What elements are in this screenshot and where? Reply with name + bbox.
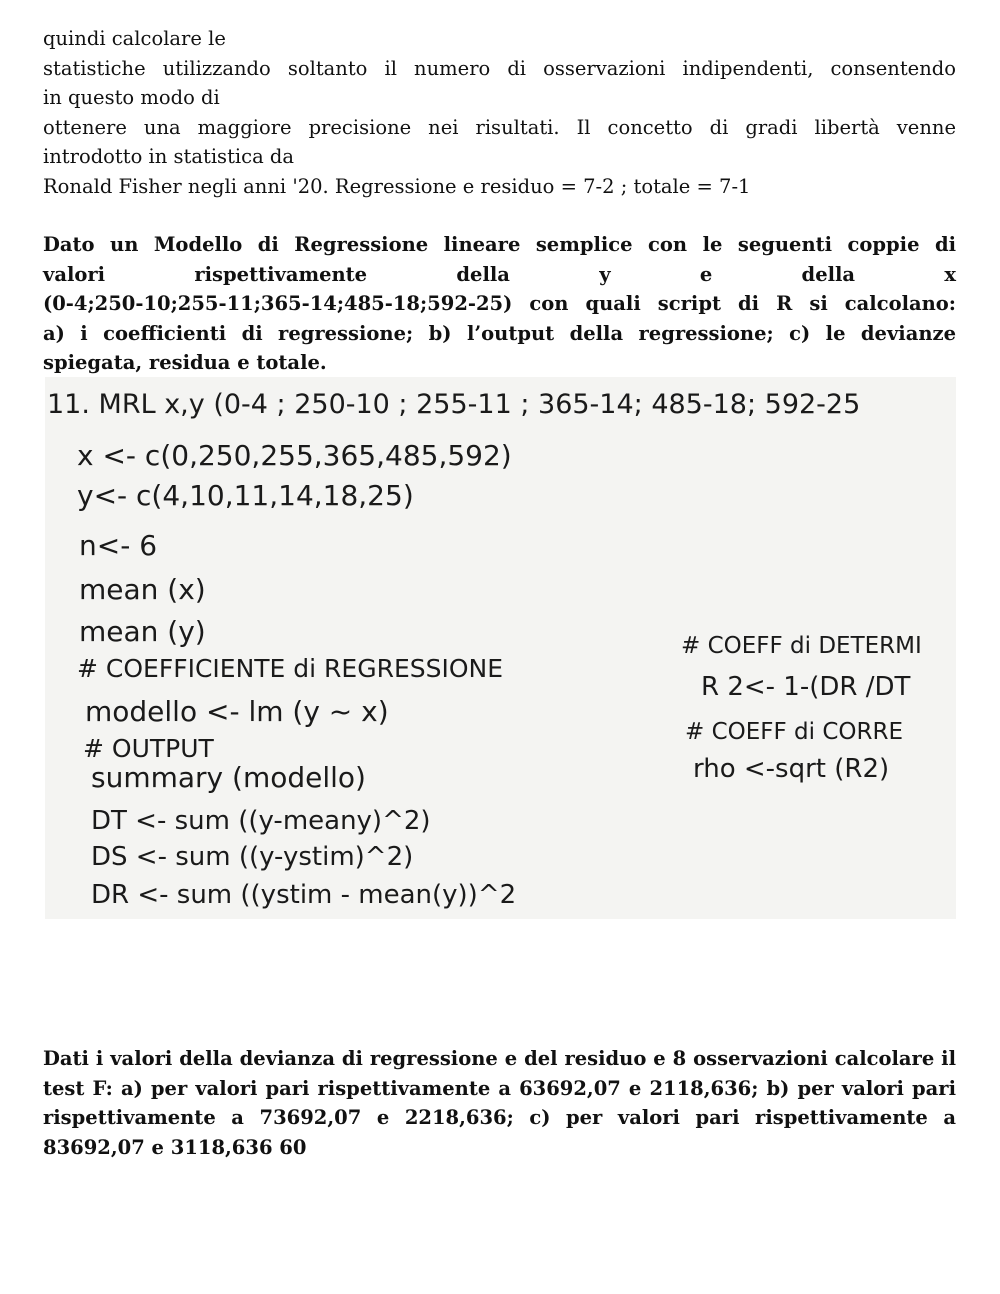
question-1-line: spiegata, residua e totale. xyxy=(43,351,327,374)
handwritten-code-line: # OUTPUT xyxy=(83,734,214,763)
intro-line: ottenere una maggiore precisione nei risultati. Il concetto di gradi libertà venne xyxy=(43,115,956,139)
handwritten-code-line: DR <- sum ((ystim - mean(y))^2 xyxy=(91,880,517,910)
intro-paragraph xyxy=(43,24,956,201)
intro-line: in questo modo di xyxy=(43,86,220,109)
handwritten-code-line: DT <- sum ((y-meany)^2) xyxy=(91,806,431,836)
question-2: Dati i valori della devianza di regressione e del residuo e 8 osservazioni calcolare il test F: a) per valori pari rispettivamente a 63692,07 e 2118,636; b) per valori pari rispettivamente a 73692,07 e 2218,636; c) per valori pari rispettivamente a 83692,07 e 3118,636 60 xyxy=(43,1047,956,1159)
handwritten-code-line: mean (y) xyxy=(79,615,206,648)
handwritten-code-line: rho <-sqrt (R2) xyxy=(693,754,890,784)
handwritten-code-line: x <- c(0,250,255,365,485,592) xyxy=(77,439,512,472)
handwritten-code-line: R 2<- 1-(DR /DT xyxy=(701,672,911,702)
handwritten-code-line: DS <- sum ((y-ystim)^2) xyxy=(91,842,414,872)
handwritten-code-line: # COEFF di DETERMI xyxy=(681,633,922,659)
handwritten-code-line: n<- 6 xyxy=(79,529,158,562)
handwritten-code-line: summary (modello) xyxy=(91,761,366,794)
intro-line: introdotto in statistica da xyxy=(43,145,294,168)
question-1-line: a) i coefficienti di regressione; b) l’output della regressione; c) le devianze xyxy=(43,321,956,345)
question-1-line: valori rispettivamente della y e della x xyxy=(43,262,956,286)
question-1-line: Dato un Modello di Regressione lineare semplice con le seguenti coppie di xyxy=(43,233,956,256)
intro-line: quindi calcolare le xyxy=(43,27,226,50)
question-1-line: (0-4;250-10;255-11;365-14;485-18;592-25) con quali script di R si calcolano: xyxy=(43,292,956,315)
handwritten-notes xyxy=(45,377,956,919)
handwritten-code-line: # COEFF di CORRE xyxy=(685,719,904,745)
intro-line: Ronald Fisher negli anni '20. Regressione e residuo = 7-2 ; totale = 7-1 xyxy=(43,174,751,198)
handwritten-code-line: modello <- lm (y ~ x) xyxy=(85,695,389,728)
handwritten-code-line: # COEFFICIENTE di REGRESSIONE xyxy=(77,654,504,683)
intro-line: statistiche utilizzando soltanto il numero di osservazioni indipendenti, consentendo xyxy=(43,56,956,80)
handwritten-header: 11. MRL x,y (0-4 ; 250-10 ; 255-11 ; 365-14; 485-18; 592-25 xyxy=(47,389,861,420)
handwritten-code-line: y<- c(4,10,11,14,18,25) xyxy=(77,479,414,512)
handwritten-scan-image xyxy=(45,377,956,919)
handwritten-code-line: mean (x) xyxy=(79,573,206,606)
question-1 xyxy=(43,230,956,378)
